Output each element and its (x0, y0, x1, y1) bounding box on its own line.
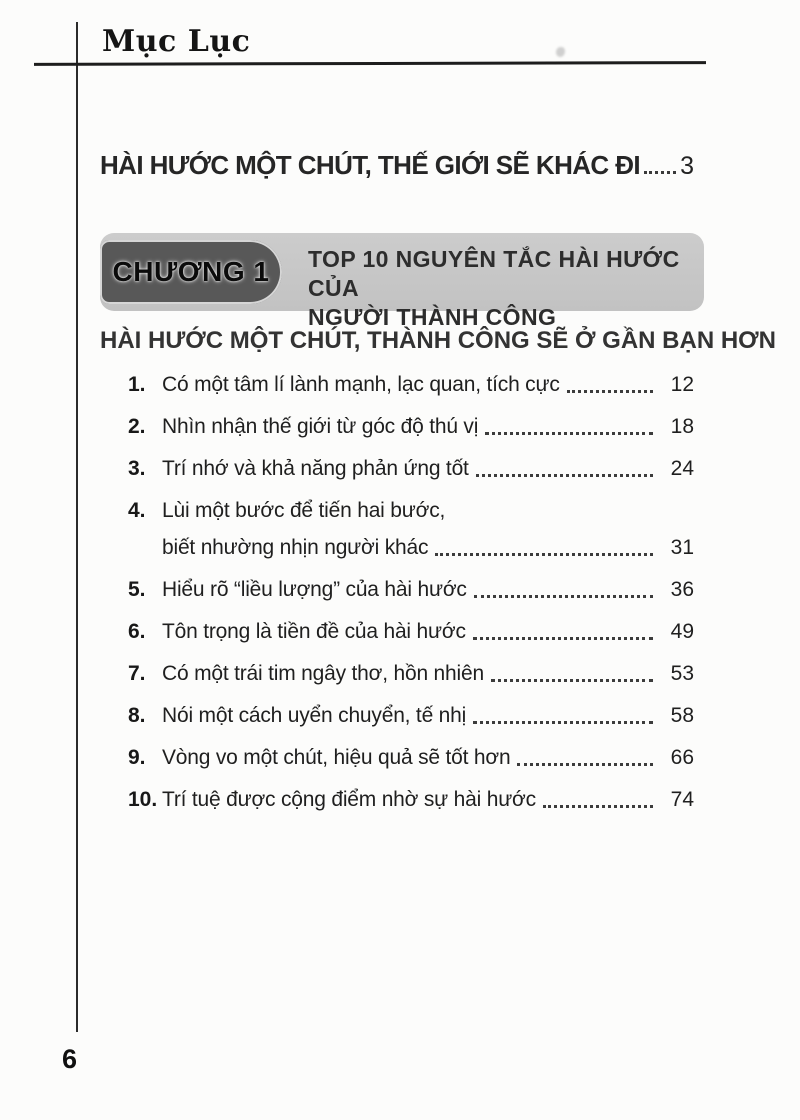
toc-item-text: Trí tuệ được cộng điểm nhờ sự hài hước (162, 788, 536, 811)
toc-item-text: Có một trái tim ngây thơ, hồn nhiên (162, 662, 484, 685)
toc-page-number: 58 (670, 704, 694, 727)
toc-item-number: 7. (128, 662, 146, 685)
margin-vertical-rule (76, 22, 78, 1032)
toc-row (128, 498, 694, 524)
toc-row (128, 456, 694, 482)
dotted-leader (473, 721, 653, 724)
toc-item-text: Có một tâm lí lành mạnh, lạc quan, tích cực (162, 373, 560, 396)
dotted-leader (644, 171, 676, 174)
dotted-leader (435, 553, 653, 556)
chapter-title (308, 245, 698, 332)
chapter-title-line2: NGƯỜI THÀNH CÔNG (308, 304, 557, 330)
toc-page-number: 31 (670, 536, 694, 559)
toc-item-number: 4. (128, 499, 146, 522)
page-number: 6 (62, 1044, 78, 1074)
toc-row (128, 577, 694, 603)
toc-item-number: 9. (128, 746, 146, 769)
toc-item-number: 5. (128, 578, 146, 601)
toc-row (128, 787, 694, 813)
dotted-leader (517, 763, 653, 766)
toc-item-text: Tôn trọng là tiền đề của hài hước (162, 620, 466, 643)
toc-page-number: 12 (670, 373, 694, 396)
dotted-leader (473, 637, 653, 640)
toc-item-number: 1. (128, 373, 146, 396)
header-horizontal-rule (34, 61, 706, 66)
toc-page-number: 36 (670, 578, 694, 601)
dotted-leader (491, 679, 653, 682)
dotted-leader (543, 805, 653, 808)
toc-row (128, 372, 694, 398)
toc-item-text: Vòng vo một chút, hiệu quả sẽ tốt hơn (162, 746, 511, 769)
toc-item-text: Trí nhớ và khả năng phản ứng tốt (162, 457, 469, 480)
toc-page-number: 74 (670, 788, 694, 811)
chapter-title-line1: TOP 10 NGUYÊN TẮC HÀI HƯỚC CỦA (308, 246, 680, 301)
page-title: Mục Lục (102, 24, 251, 59)
toc-item-text: Nhìn nhận thế giới từ góc độ thú vị (162, 415, 479, 438)
toc-item-text: Hiểu rõ “liều lượng” của hài hước (162, 578, 467, 601)
section-heading: HÀI HƯỚC MỘT CHÚT, THÀNH CÔNG SẼ Ở GẦN BẠN HƠN (100, 327, 776, 354)
toc-row (128, 535, 694, 561)
toc-page-number: 49 (670, 620, 694, 643)
toc-row (128, 661, 694, 687)
toc-item-number: 2. (128, 415, 146, 438)
toc-page-number: 66 (670, 746, 694, 769)
toc-intro-entry-title: HÀI HƯỚC MỘT CHÚT, THẾ GIỚI SẼ KHÁC ĐI (100, 150, 641, 180)
toc-row (128, 619, 694, 645)
toc-item-number: 6. (128, 620, 146, 643)
dotted-leader (567, 390, 653, 393)
toc-list (128, 372, 694, 829)
toc-row (128, 414, 694, 440)
toc-item-number: 8. (128, 704, 146, 727)
toc-item-text: Lùi một bước để tiến hai bước, (162, 499, 446, 522)
toc-row (128, 745, 694, 771)
toc-item-number: 10. (128, 788, 158, 811)
toc-item-text: biết nhường nhịn người khác (162, 536, 429, 559)
toc-page-number: 18 (670, 415, 694, 438)
dotted-leader (476, 474, 653, 477)
chapter-badge-label: CHƯƠNG 1 (112, 256, 270, 287)
toc-item-number: 3. (128, 457, 146, 480)
scan-smudge (556, 47, 565, 57)
dotted-leader (474, 595, 653, 598)
toc-intro-entry (100, 150, 694, 180)
toc-row (128, 703, 694, 729)
dotted-leader (485, 432, 653, 435)
toc-page-number: 24 (670, 457, 694, 480)
toc-intro-entry-page: 3 (680, 152, 694, 180)
chapter-badge (100, 240, 282, 304)
toc-page-number: 53 (670, 662, 694, 685)
toc-item-text: Nói một cách uyển chuyển, tế nhị (162, 704, 467, 727)
